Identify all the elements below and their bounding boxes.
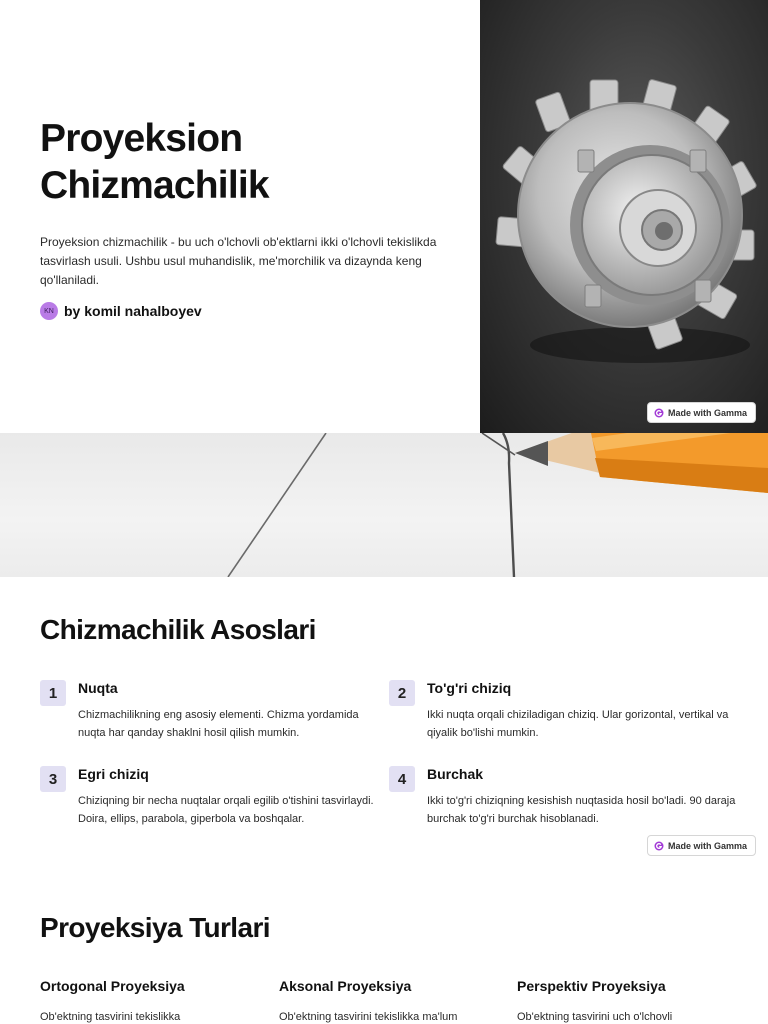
- made-with-gamma-badge-2[interactable]: [647, 835, 756, 856]
- item-title: Nuqta: [78, 680, 118, 696]
- column-title: Aksonal Proyeksiya: [279, 978, 412, 994]
- section-title-projection-types: Proyeksiya Turlari: [40, 912, 270, 943]
- item-number: 4: [389, 766, 415, 792]
- intro-description: Proyeksion chizmachilik - bu uch o'lchovli ob'ektlarni ikki o'lchovli tekislikda tasvirlash usuli. Ushbu usul muhandislik, me'morchilik va dizaynda keng qo'llaniladi.: [40, 235, 437, 287]
- item-number: 2: [389, 680, 415, 706]
- title-line-2: Chizmachilik: [40, 164, 269, 207]
- item-description: Chiziqning bir necha nuqtalar orqali egilib o'tishini tasvirlaydi. Doira, ellips, parabola, giperbola va boshqalar.: [78, 795, 374, 825]
- column-description: Ob'ektning tasvirini tekislikka: [40, 1011, 181, 1023]
- item-number: 1: [40, 680, 66, 706]
- item-title: Egri chiziq: [78, 766, 149, 782]
- pencil-drawing-icon: [0, 433, 768, 577]
- gamma-badge-label: Made with Gamma: [668, 407, 748, 418]
- section-title-basics: Chizmachilik Asoslari: [40, 614, 316, 645]
- made-with-gamma-badge[interactable]: [647, 402, 756, 423]
- gamma-logo-icon: [654, 408, 664, 418]
- title-line-1: Proyeksion: [40, 117, 243, 160]
- item-description: Ikki nuqta orqali chiziladigan chiziq. Ular gorizontal, vertikal va qiyalik bo'lishi mumkin.: [427, 709, 729, 739]
- title-slide: [0, 0, 768, 433]
- column-description: Ob'ektning tasvirini uch o'lchovli: [517, 1011, 673, 1023]
- gamma-badge-label: Made with Gamma: [668, 840, 748, 851]
- item-title: To'g'ri chiziq: [427, 680, 512, 696]
- projection-column-1: [40, 978, 255, 1024]
- column-description: Ob'ektning tasvirini tekislikka ma'lum: [279, 1011, 458, 1023]
- projection-column-3: [517, 978, 732, 1024]
- page-title: [40, 115, 440, 209]
- projection-column-2: [279, 978, 494, 1024]
- author-name: by komil nahalboyev: [64, 303, 202, 319]
- title-block: [40, 115, 440, 320]
- item-title: Burchak: [427, 766, 484, 782]
- avatar: KN: [40, 302, 58, 320]
- item-description: Chizmachilikning eng asosiy elementi. Chizma yordamida nuqta har qanday shaklni hosil qilish mumkin.: [78, 709, 359, 739]
- mechanical-gear-icon: [480, 0, 768, 433]
- column-title: Ortogonal Proyeksiya: [40, 978, 185, 994]
- column-title: Perspektiv Proyeksiya: [517, 978, 666, 994]
- gear-image: [480, 0, 768, 433]
- gamma-logo-icon: [654, 841, 664, 851]
- item-number: 3: [40, 766, 66, 792]
- author-line: [40, 302, 440, 320]
- item-description: Ikki to'g'ri chiziqning kesishish nuqtasida hosil bo'ladi. 90 daraja burchak to'g'ri burchak hisoblanadi.: [427, 795, 736, 825]
- pencil-drawing-photo: [0, 433, 768, 577]
